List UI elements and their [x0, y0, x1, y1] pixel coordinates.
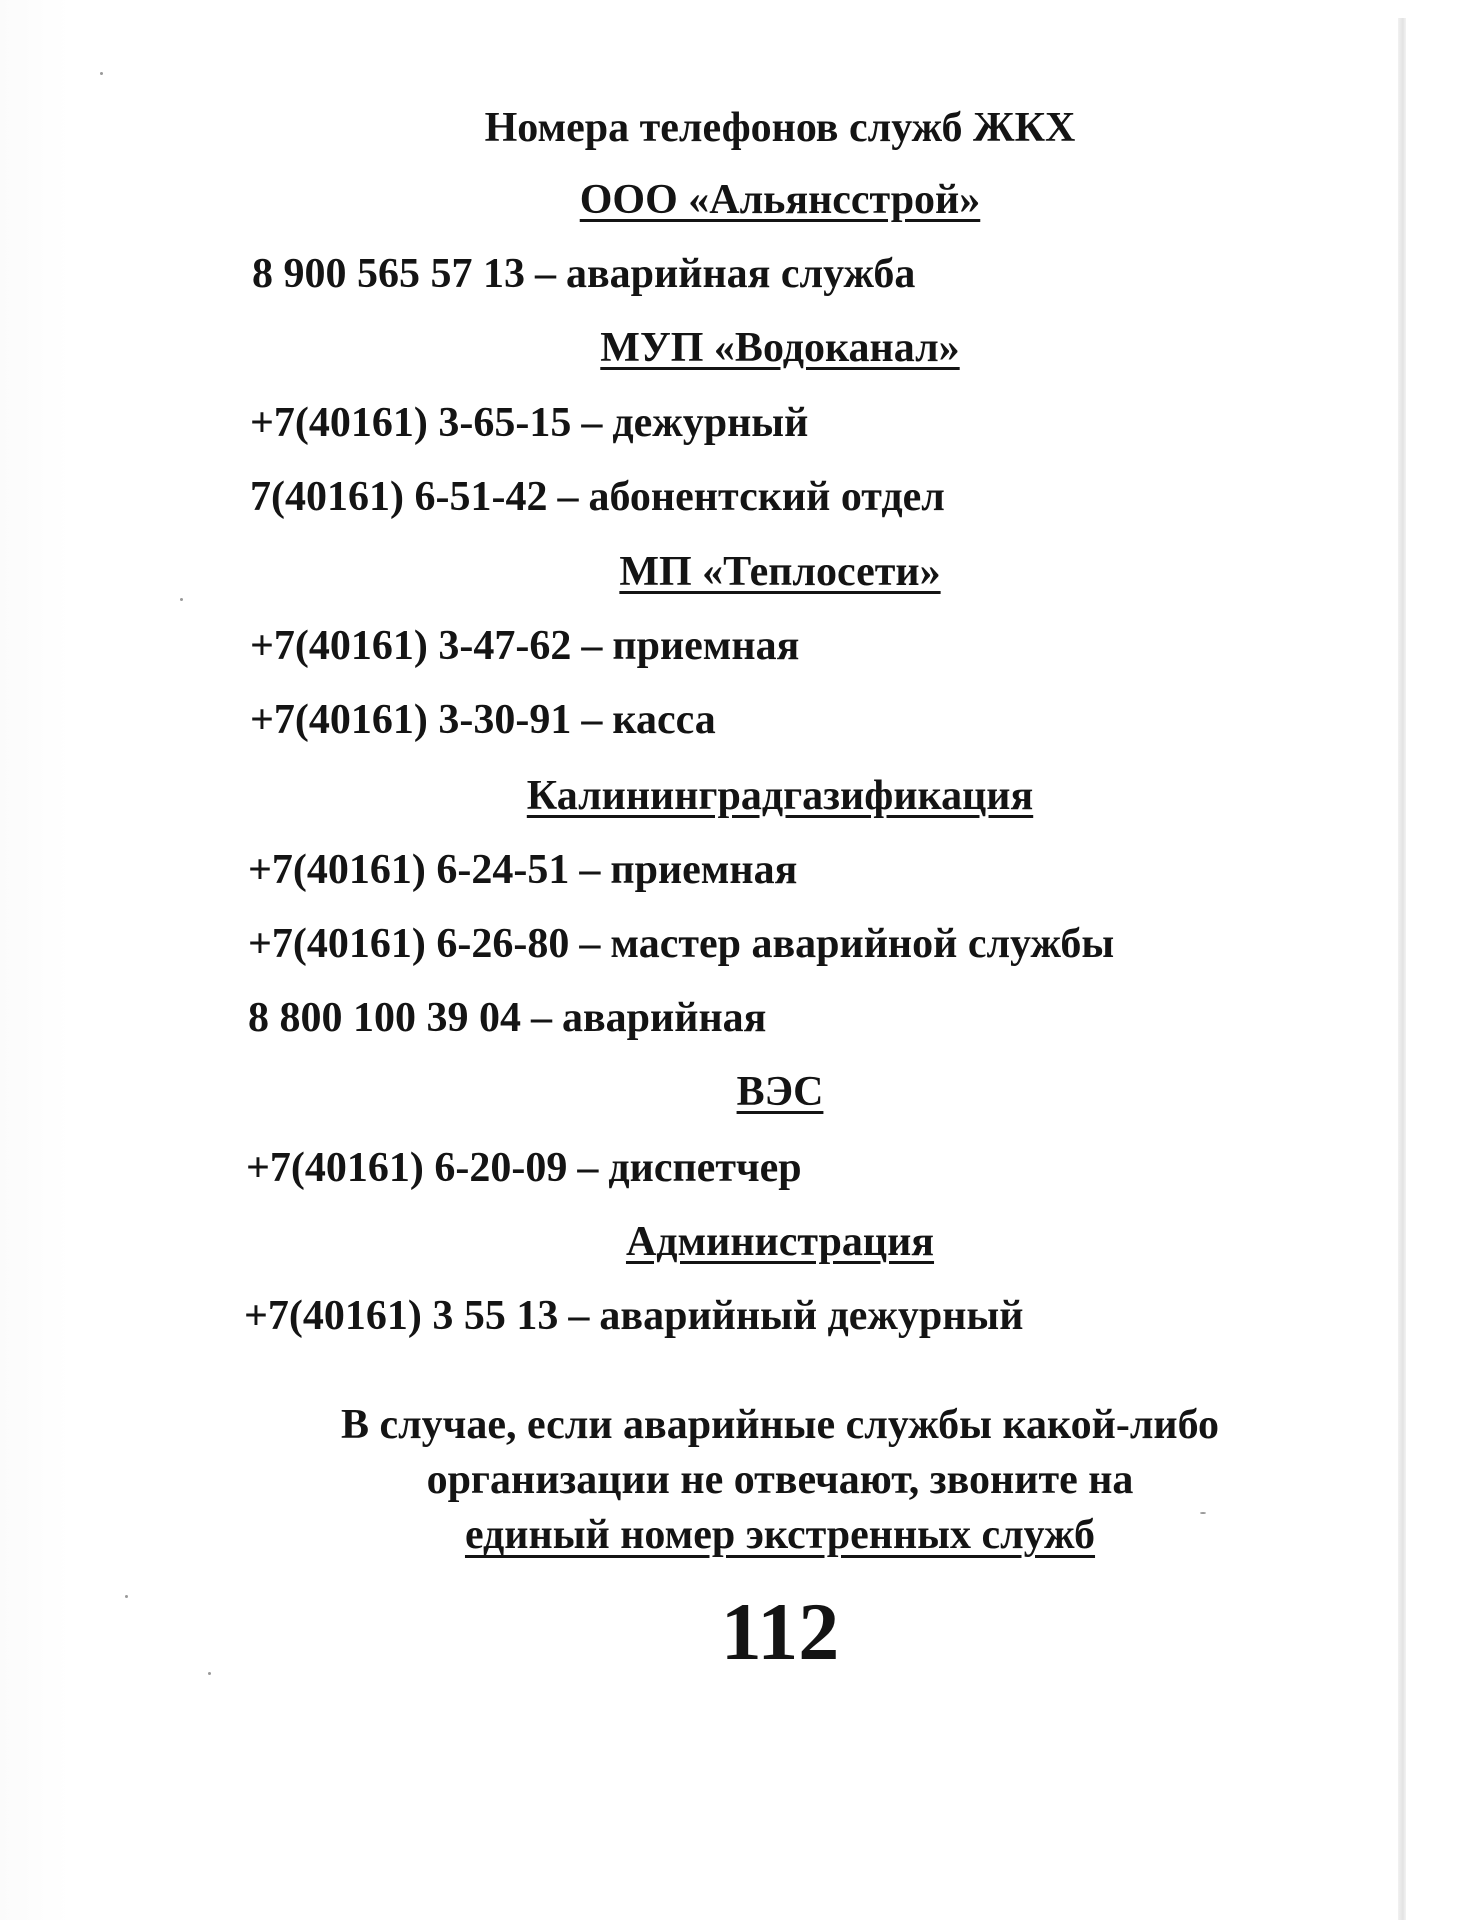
- contact-entry: [250, 393, 808, 453]
- phone-number: +7(40161) 6-20-09: [246, 1145, 568, 1191]
- contact-entry: [248, 840, 797, 900]
- org-heading-ves: ВЭС: [736, 1069, 824, 1115]
- contact-entry: [248, 988, 766, 1048]
- notice-line-3: единый номер экстренных служб: [464, 1512, 1096, 1558]
- phone-number: 8 900 565 57 13: [252, 251, 525, 297]
- notice-line-3-wrapper: [0, 1508, 1484, 1563]
- emergency-number-112: 112: [720, 1586, 840, 1677]
- dash: –: [581, 697, 603, 743]
- page-title: Номера телефонов служб ЖКХ: [484, 105, 1076, 151]
- contact-entry: [248, 914, 1114, 974]
- phone-number: +7(40161) 3-30-91: [250, 697, 572, 743]
- dash: –: [581, 400, 603, 446]
- org-heading-administratsiya: Администрация: [625, 1219, 935, 1265]
- phone-number: 8 800 100 39 04: [248, 995, 521, 1041]
- phone-number: +7(40161) 6-24-51: [248, 847, 570, 893]
- contact-label: мастер аварийной службы: [610, 921, 1115, 967]
- contact-label: абонентский отдел: [588, 474, 945, 520]
- phone-number: +7(40161) 3-65-15: [250, 400, 572, 446]
- contact-label: аварийный дежурный: [599, 1293, 1024, 1339]
- dash: –: [531, 995, 552, 1041]
- emergency-notice: [0, 1398, 1484, 1563]
- contact-label: аварийная: [562, 995, 767, 1041]
- contact-entry: [250, 616, 799, 676]
- contact-label: дежурный: [612, 400, 809, 446]
- dash: –: [535, 251, 556, 297]
- org-heading-kaliningradgazifikatsiya: Калининградгазификация: [526, 773, 1034, 819]
- org-heading-teploseti: МП «Теплосети»: [619, 549, 941, 595]
- contact-label: аварийная служба: [566, 251, 916, 297]
- contact-label: касса: [612, 697, 716, 743]
- contact-entry: [250, 690, 716, 750]
- contact-entry: [244, 1286, 1023, 1346]
- org-heading-alliansstroy: ООО «Альянсстрой»: [579, 177, 981, 223]
- dash: –: [581, 623, 603, 669]
- contact-entry: [252, 244, 915, 304]
- dash: –: [577, 1145, 599, 1191]
- notice-line-1: В случае, если аварийные службы какой-либо: [340, 1402, 1220, 1448]
- org-heading-vodokanal: МУП «Водоканал»: [600, 325, 960, 371]
- phone-number: +7(40161) 3 55 13: [244, 1293, 559, 1339]
- phone-number: +7(40161) 6-26-80: [248, 921, 570, 967]
- notice-line-2: организации не отвечают, звоните на: [426, 1457, 1134, 1503]
- phone-number: 7(40161) 6-51-42: [250, 474, 548, 520]
- contact-label: диспетчер: [608, 1145, 802, 1191]
- dash: –: [568, 1293, 590, 1339]
- contact-entry: [246, 1138, 802, 1198]
- phone-number: +7(40161) 3-47-62: [250, 623, 572, 669]
- contact-label: приемная: [610, 847, 798, 893]
- contact-entry: [250, 467, 945, 527]
- dash: –: [579, 921, 601, 967]
- dash: –: [579, 847, 601, 893]
- dash: –: [557, 474, 579, 520]
- contact-label: приемная: [612, 623, 800, 669]
